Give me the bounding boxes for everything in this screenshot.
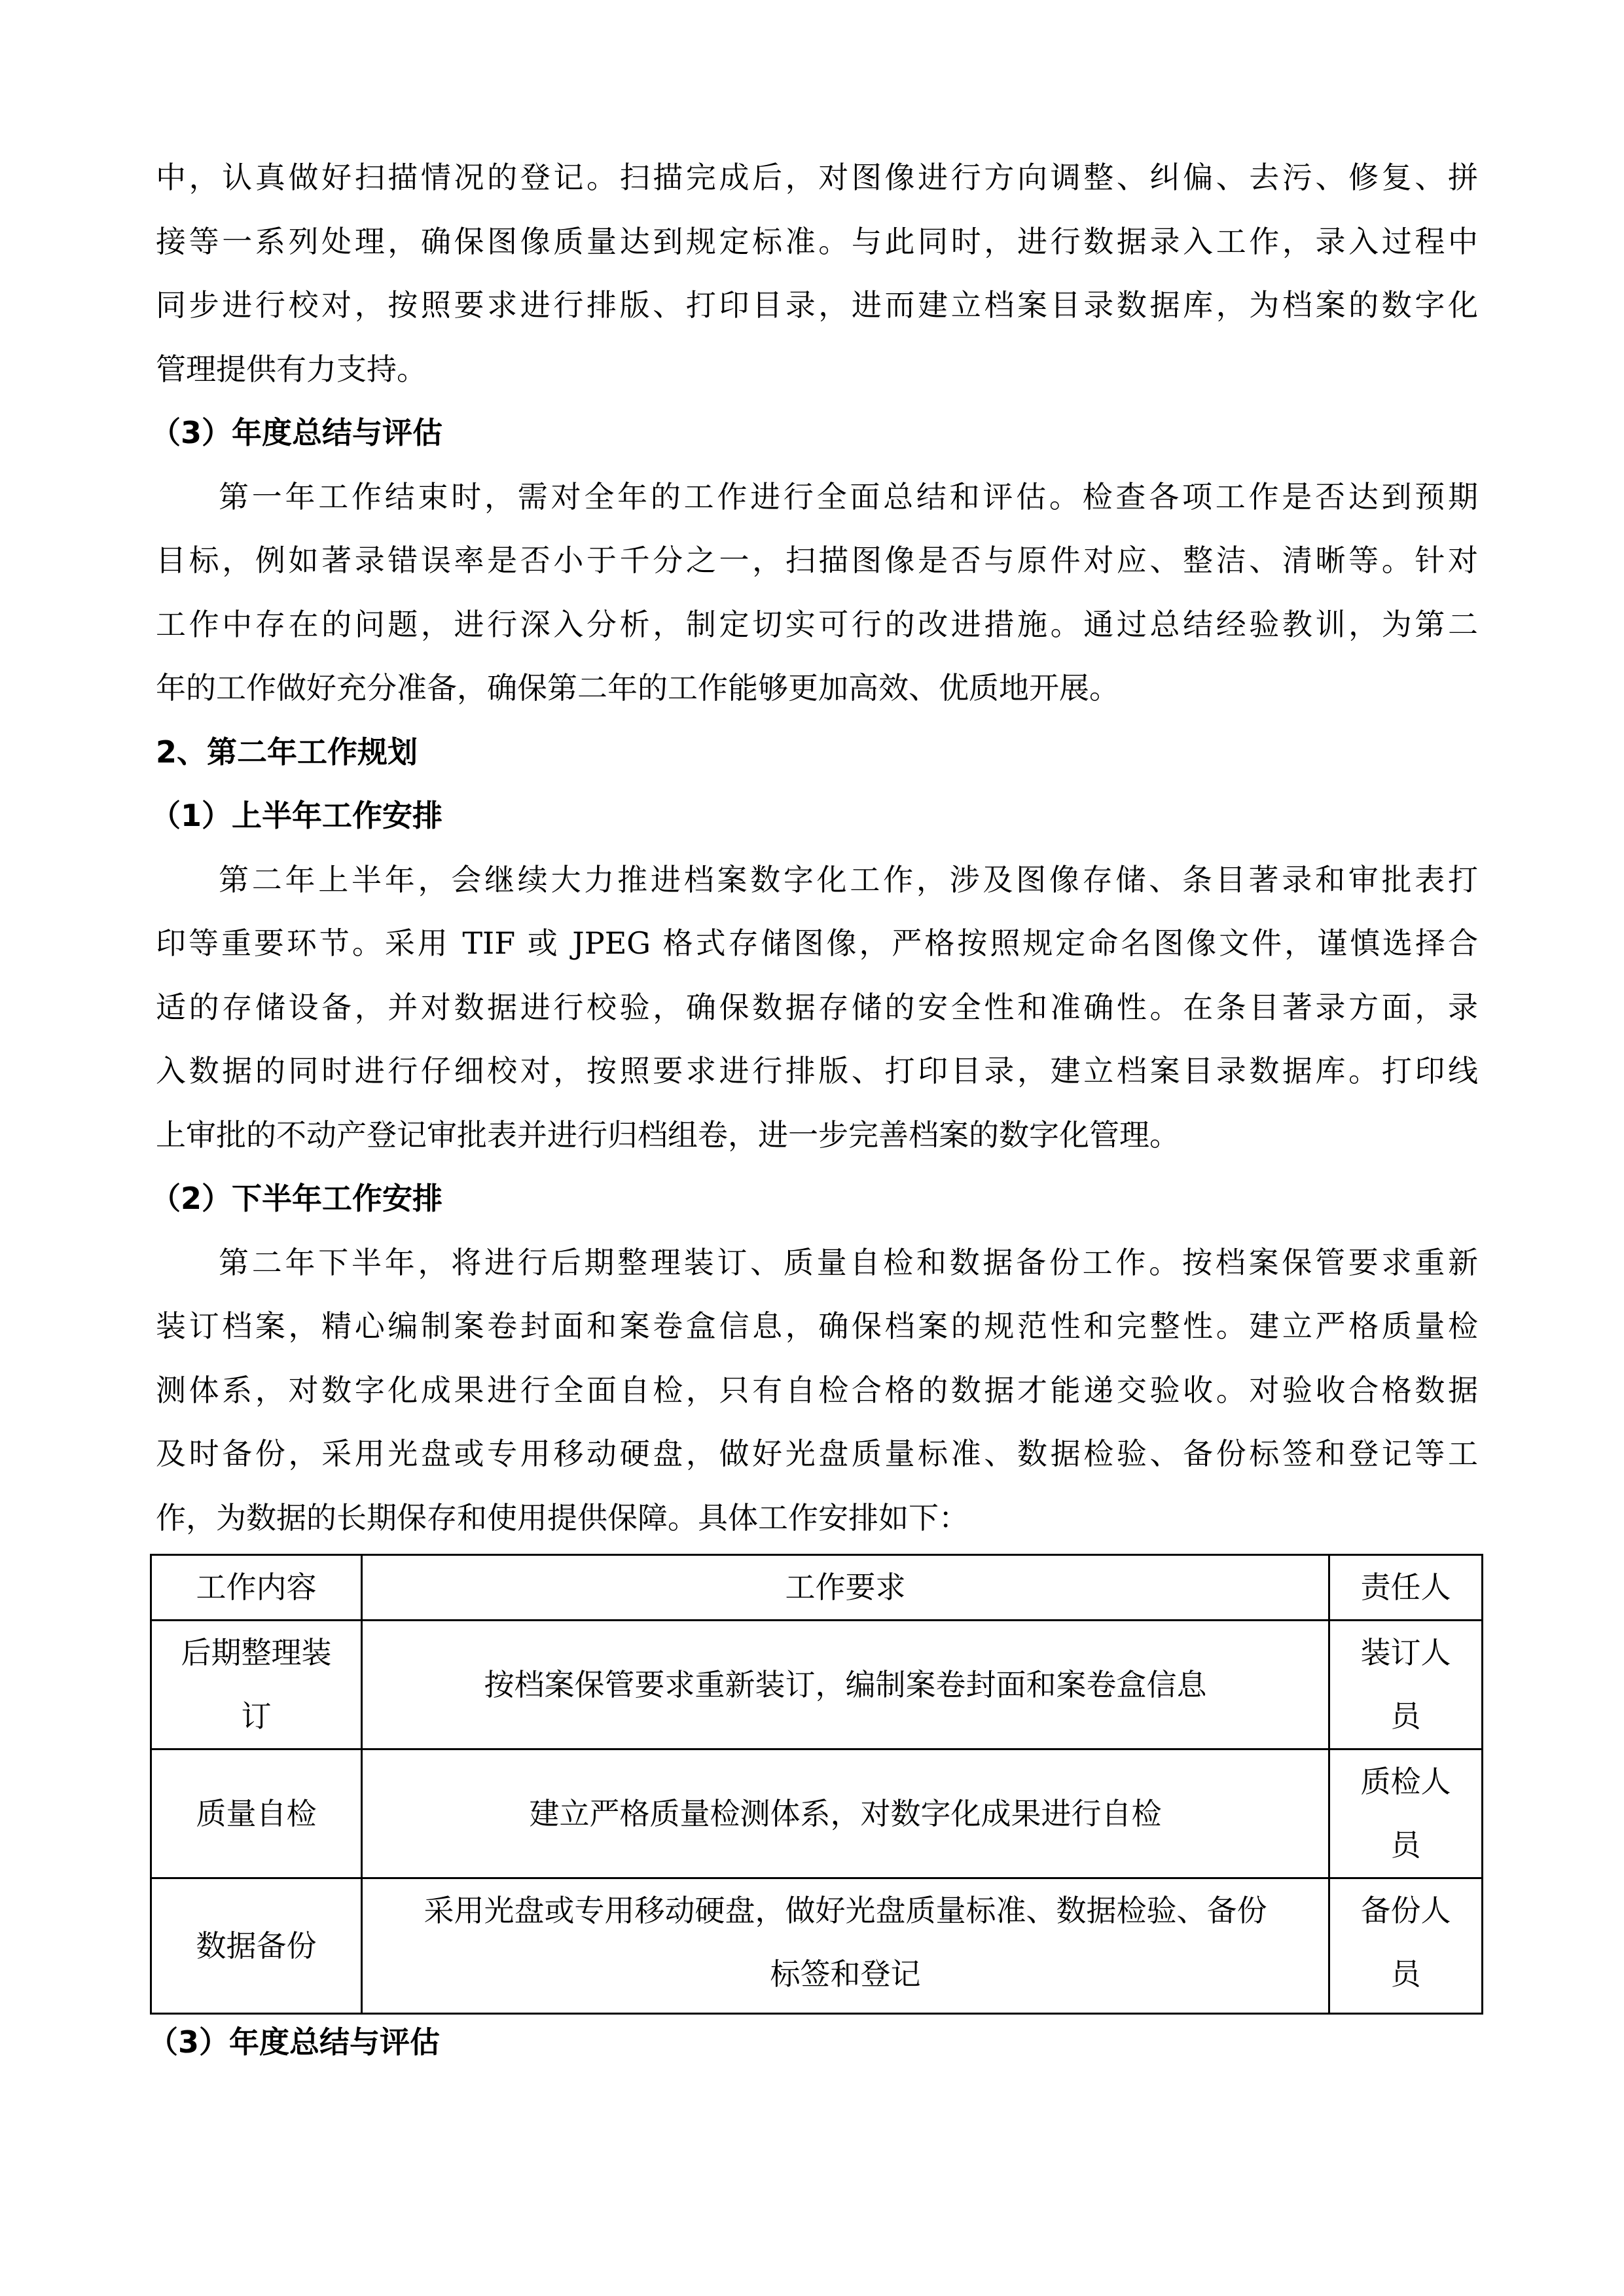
cell-requirement: 采用光盘或专用移动硬盘，做好光盘质量标准、数据检验、备份 标签和登记 (362, 1878, 1329, 2014)
cell-content: 后期整理装 订 (151, 1621, 362, 1749)
cell-requirement: 按档案保管要求重新装订，编制案卷封面和案卷盒信息 (362, 1621, 1329, 1749)
heading-year2-plan: 2、第二年工作规划 (156, 734, 418, 770)
document-page (148, 146, 1478, 2070)
work-arrangement-table (150, 1554, 1483, 2015)
text-line: 印等重要环节。采用 TIF 或 JPEG 格式存储图像，严格按照规定命名图像文件，谨慎选择合 (156, 925, 1478, 961)
table-row (151, 1878, 1483, 2014)
cell-owner: 装订人 员 (1329, 1621, 1483, 1749)
cell-owner: 备份人 员 (1329, 1878, 1483, 2014)
text-line: 及时备份，采用光盘或专用移动硬盘，做好光盘质量标准、数据检验、备份标签和登记等工 (156, 1436, 1478, 1471)
text-line: 测体系，对数字化成果进行全面自检，只有自检合格的数据才能递交验收。对验收合格数据 (156, 1372, 1478, 1408)
heading-second-half: （2）下半年工作安排 (151, 1181, 443, 1216)
header-cell: 工作内容 (151, 1555, 362, 1621)
text-line: 目标，例如著录错误率是否小于千分之一，扫描图像是否与原件对应、整洁、清晰等。针对 (156, 543, 1478, 578)
header-cell: 工作要求 (362, 1555, 1329, 1621)
text-line: 第二年下半年，将进行后期整理装订、质量自检和数据备份工作。按档案保管要求重新 (219, 1244, 1478, 1280)
paragraph-second-half (156, 1231, 1478, 1551)
cell-content: 数据备份 (151, 1878, 362, 2014)
table-row (151, 1749, 1483, 1878)
text-line: 第一年工作结束时，需对全年的工作进行全面总结和评估。检查各项工作是否达到预期 (219, 478, 1478, 514)
text-line: 装订档案，精心编制案卷封面和案卷盒信息，确保档案的规范性和完整性。建立严格质量检 (156, 1308, 1478, 1344)
cell-content: 质量自检 (151, 1749, 362, 1878)
text-line: 第二年上半年，会继续大力推进档案数字化工作，涉及图像存储、条目著录和审批表打 (219, 861, 1478, 897)
cell-requirement: 建立严格质量检测体系，对数字化成果进行自检 (362, 1749, 1329, 1878)
heading-first-half: （1）上半年工作安排 (151, 798, 443, 833)
header-cell: 责任人 (1329, 1555, 1483, 1621)
text-line: 年的工作做好充分准备，确保第二年的工作能够更加高效、优质地开展。 (156, 670, 1119, 706)
text-line: 适的存储设备，并对数据进行校验，确保数据存储的安全性和准确性。在条目著录方面，录 (156, 989, 1478, 1025)
table-header-row (151, 1555, 1483, 1621)
cell-owner: 质检人 员 (1329, 1749, 1483, 1878)
heading-year2-summary: （3）年度总结与评估 (148, 2024, 441, 2060)
paragraph-scanning (156, 146, 1478, 401)
paragraph-year1-summary (156, 465, 1478, 721)
text-line: 作，为数据的长期保存和使用提供保障。具体工作安排如下： (156, 1499, 969, 1535)
table-row (151, 1621, 1483, 1749)
heading-year1-summary: （3）年度总结与评估 (151, 415, 443, 450)
text-line: 管理提供有力支持。 (156, 351, 427, 387)
text-line: 入数据的同时进行仔细校对，按照要求进行排版、打印目录，建立档案目录数据库。打印线 (156, 1053, 1478, 1088)
text-line: 工作中存在的问题，进行深入分析，制定切实可行的改进措施。通过总结经验教训，为第二 (156, 606, 1478, 642)
paragraph-first-half (156, 848, 1478, 1168)
text-line: 同步进行校对，按照要求进行排版、打印目录，进而建立档案目录数据库，为档案的数字化 (156, 287, 1478, 323)
text-line: 上审批的不动产登记审批表并进行归档组卷，进一步完善档案的数字化管理。 (156, 1117, 1180, 1153)
text-line: 接等一系列处理，确保图像质量达到规定标准。与此同时，进行数据录入工作，录入过程中 (156, 223, 1478, 259)
text-line: 中，认真做好扫描情况的登记。扫描完成后，对图像进行方向调整、纠偏、去污、修复、拼 (156, 160, 1478, 195)
